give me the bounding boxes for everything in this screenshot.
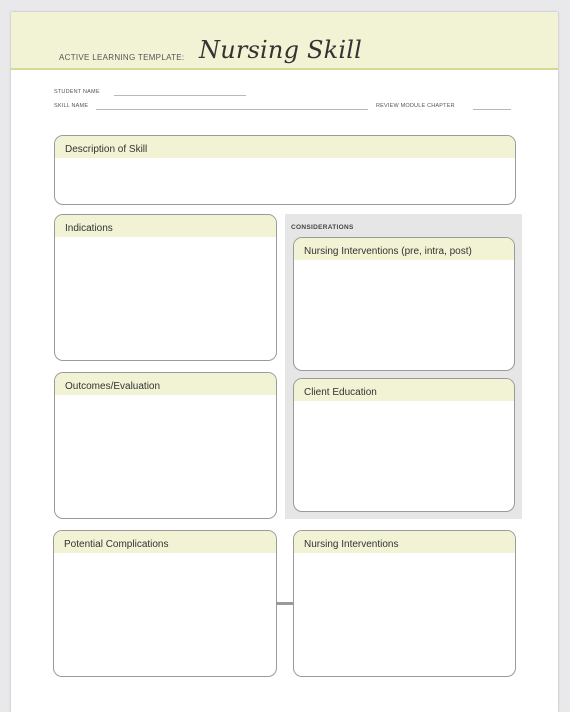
description-of-skill-box[interactable] (54, 135, 516, 205)
student-name-field[interactable] (114, 95, 246, 96)
worksheet-page (11, 12, 558, 712)
nursing-interventions-header: Nursing Interventions (294, 531, 515, 553)
potential-complications-box[interactable] (53, 530, 277, 677)
indications-header: Indications (55, 215, 276, 237)
client-education-header: Client Education (294, 379, 514, 401)
template-banner (11, 12, 558, 70)
connector-line (277, 602, 293, 605)
template-label: ACTIVE LEARNING TEMPLATE: (59, 53, 185, 62)
template-title: Nursing Skill (199, 36, 362, 64)
skill-name-field[interactable] (96, 109, 368, 110)
description-of-skill-header: Description of Skill (55, 136, 515, 158)
skill-name-label: SKILL NAME (54, 103, 89, 109)
considerations-label: CONSIDERATIONS (291, 224, 354, 231)
review-module-chapter-field[interactable] (473, 109, 511, 110)
student-name-label: STUDENT NAME (54, 89, 100, 95)
nursing-interventions-timing-box[interactable] (293, 237, 515, 371)
outcomes-evaluation-header: Outcomes/Evaluation (55, 373, 276, 395)
outcomes-evaluation-box[interactable] (54, 372, 277, 519)
review-module-chapter-label: REVIEW MODULE CHAPTER (376, 103, 455, 109)
client-education-box[interactable] (293, 378, 515, 512)
indications-box[interactable] (54, 214, 277, 361)
nursing-interventions-timing-header: Nursing Interventions (pre, intra, post) (294, 238, 514, 260)
nursing-interventions-box[interactable] (293, 530, 516, 677)
considerations-panel (285, 214, 522, 519)
potential-complications-header: Potential Complications (54, 531, 276, 553)
